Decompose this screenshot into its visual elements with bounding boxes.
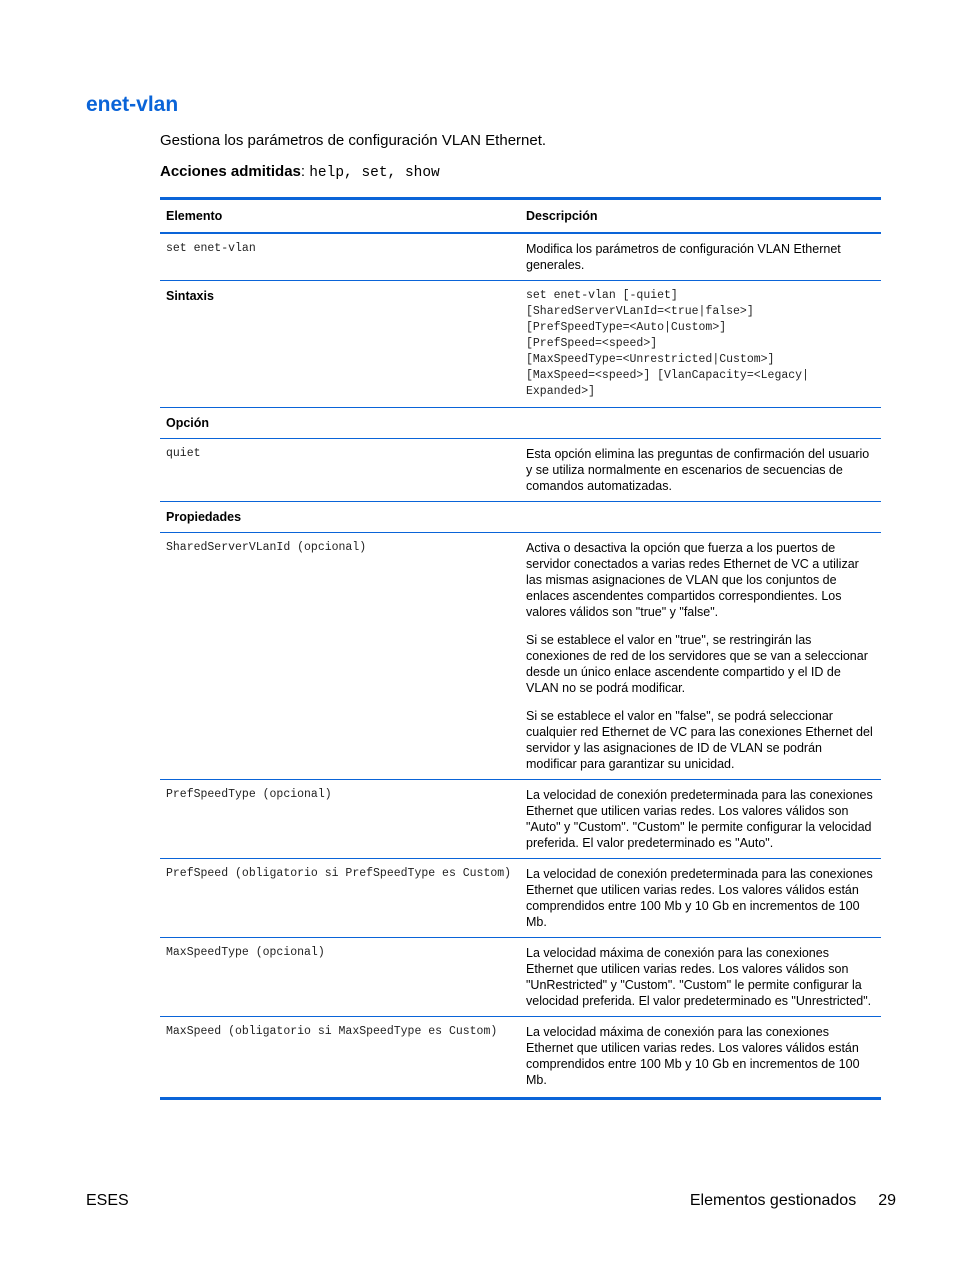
properties-section-heading: Propiedades <box>160 502 520 533</box>
description-paragraph: Si se establece el valor en "true", se restringirán las conexiones de red de los servidores que se van a seleccionar desde un único enlace ascendente compartido y el ID de VLAN no se podrá modificar. <box>526 633 868 695</box>
reference-table <box>160 197 881 1100</box>
footer-section-title: Elementos gestionados <box>689 1192 857 1209</box>
table-row <box>160 533 881 780</box>
table-row <box>160 859 881 938</box>
description-paragraph: La velocidad máxima de conexión para las conexiones Ethernet que utilicen varias redes. Los valores válidos son "UnRestricted" y "Custom". "Custom" le permite configurar la velocidad preferida. El valor predeterminado es "Unrestricted". <box>526 946 872 1008</box>
description-paragraph: La velocidad de conexión predeterminada para las conexiones Ethernet que utilicen varias redes. Los valores válidos están comprendidos entre 100 Mb y 10 Gb en incrementos de 100 Mb. <box>526 867 873 929</box>
actions-separator: : <box>300 163 310 180</box>
property-element: MaxSpeedType (opcional) <box>160 938 520 1017</box>
syntax-line: set enet-vlan [-quiet] <box>526 289 678 302</box>
property-description <box>520 938 881 1017</box>
syntax-line: [SharedServerVLanId=<true|false>] <box>526 305 754 318</box>
description-paragraph: Activa o desactiva la opción que fuerza a los puertos de servidor conectados a varias redes Ethernet de VC a utilizar las mismas asignaciones de VLAN que los conjuntos de enlaces ascendentes compartidos correspondientes. Los valores válidos son "true" y "false". <box>526 541 859 619</box>
description-paragraph: Si se establece el valor en "false", se podrá seleccionar cualquier red Ethernet de VC para las conexiones Ethernet del servidor y las asignaciones de ID de VLAN se podrán modificar para garantizar su unicidad. <box>526 709 873 771</box>
footer-left-label: ESES <box>86 1192 129 1209</box>
table-row <box>160 938 881 1017</box>
table-section-row <box>160 408 881 439</box>
actions-label: Acciones admitidas <box>160 163 301 180</box>
column-header-description: Descripción <box>520 199 881 234</box>
column-header-element: Elemento <box>160 199 520 234</box>
property-element: SharedServerVLanId (opcional) <box>160 533 520 780</box>
command-description: Modifica los parámetros de configuración VLAN Ethernet generales. <box>520 233 881 281</box>
option-element: quiet <box>160 439 520 502</box>
table-header-row <box>160 199 881 234</box>
property-description <box>520 780 881 859</box>
option-section-heading: Opción <box>160 408 520 439</box>
page-title: enet-vlan <box>86 93 179 116</box>
syntax-line: [PrefSpeedType=<Auto|Custom>] <box>526 321 727 334</box>
intro-text: Gestiona los parámetros de configuración VLAN Ethernet. <box>160 132 547 149</box>
property-element: MaxSpeed (obligatorio si MaxSpeedType es Custom) <box>160 1017 520 1099</box>
syntax-block <box>520 281 881 408</box>
table-row <box>160 233 881 281</box>
property-description <box>520 1017 881 1099</box>
empty-cell <box>520 408 881 439</box>
actions-list: help, set, show <box>309 165 440 181</box>
table-row <box>160 1017 881 1099</box>
syntax-label: Sintaxis <box>160 281 520 408</box>
property-description <box>520 533 881 780</box>
page-number: 29 <box>878 1192 896 1209</box>
property-element: PrefSpeedType (opcional) <box>160 780 520 859</box>
table-row <box>160 439 881 502</box>
property-element: PrefSpeed (obligatorio si PrefSpeedType es Custom) <box>160 859 520 938</box>
table-section-row <box>160 502 881 533</box>
syntax-line: [MaxSpeed=<speed>] [VlanCapacity=<Legacy| <box>526 369 809 382</box>
syntax-line: Expanded>] <box>526 385 596 398</box>
syntax-line: [PrefSpeed=<speed>] <box>526 337 658 350</box>
empty-cell <box>520 502 881 533</box>
description-paragraph: La velocidad máxima de conexión para las conexiones Ethernet que utilicen varias redes. Los valores válidos están comprendidos entre 100 Mb y 10 Gb en incrementos de 100 Mb. <box>526 1025 860 1087</box>
table-row <box>160 780 881 859</box>
footer-right <box>690 1190 896 1212</box>
property-description <box>520 859 881 938</box>
supported-actions <box>160 160 440 185</box>
option-description: Esta opción elimina las preguntas de confirmación del usuario y se utiliza normalmente en escenarios de secuencias de comandos automatizadas. <box>520 439 881 502</box>
syntax-line: [MaxSpeedType=<Unrestricted|Custom>] <box>526 353 775 366</box>
command-element: set enet-vlan <box>160 233 520 281</box>
table-row <box>160 281 881 408</box>
description-paragraph: La velocidad de conexión predeterminada para las conexiones Ethernet que utilicen varias redes. Los valores válidos son "Auto" y "Custom". "Custom" le permite configurar la velocidad preferida. El valor predeterminado es "Auto". <box>526 788 873 850</box>
